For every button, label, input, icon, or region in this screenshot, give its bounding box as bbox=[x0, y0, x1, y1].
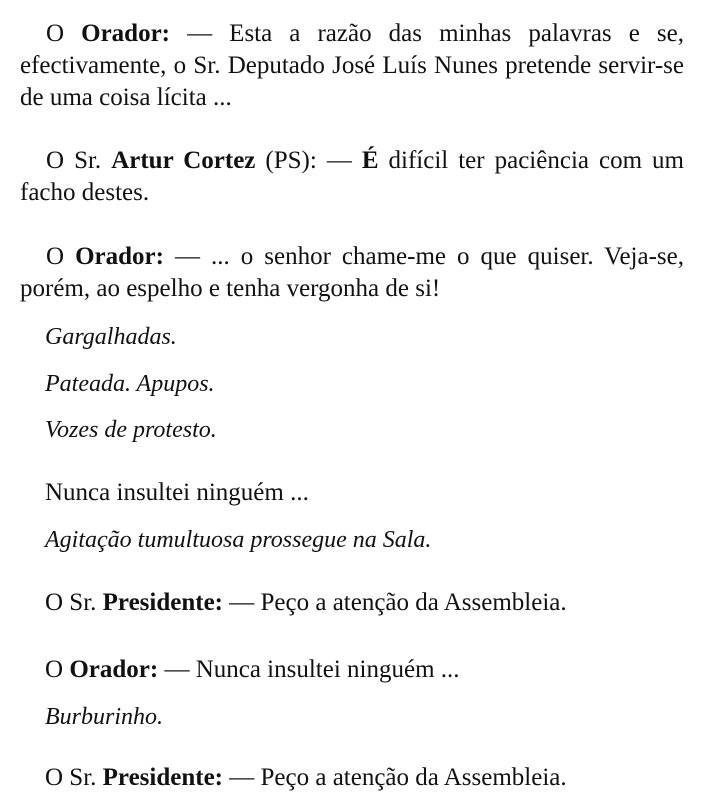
speech-text: — Peço a atenção da Assembleia. bbox=[223, 589, 567, 616]
speaker-prefix: O Sr. bbox=[45, 764, 103, 791]
speech-text: — Esta a razão das minhas palavras e se, efectivamente, o Sr. Deputado José Luís Nunes pretende servir-se de uma coisa lícita ... bbox=[20, 20, 684, 111]
speech-text: — Nunca insultei ninguém ... bbox=[158, 656, 460, 683]
speaker-prefix: O bbox=[46, 20, 82, 47]
speaker-party: (PS): — bbox=[255, 147, 362, 174]
speaker-prefix: O bbox=[46, 243, 76, 270]
speech-emphasis: É bbox=[361, 147, 379, 174]
speaker-prefix: O Sr. bbox=[46, 147, 112, 174]
speech-artur-cortez bbox=[20, 145, 684, 209]
stage-direction-laughter: Gargalhadas. bbox=[45, 324, 177, 350]
stage-direction-murmur: Burburinho. bbox=[45, 704, 164, 730]
speaker-name: Orador: bbox=[69, 656, 159, 683]
stage-direction-agitation: Agitação tumultuosa prossegue na Sala. bbox=[45, 527, 432, 553]
speech-orador-2 bbox=[20, 241, 684, 305]
speaker-name: Artur Cortez bbox=[111, 147, 256, 174]
speech-never-insulted: Nunca insultei ninguém ... bbox=[45, 479, 309, 506]
stage-direction-protest: Vozes de protesto. bbox=[45, 417, 217, 443]
stage-direction-stamping: Pateada. Apupos. bbox=[45, 371, 215, 397]
speaker-name: Presidente: bbox=[102, 764, 223, 791]
speech-text: — ... o senhor chame-me o que quiser. Veja-se, porém, ao espelho e tenha vergonha de si! bbox=[20, 243, 685, 302]
speech-text: — Peço a atenção da Assembleia. bbox=[223, 764, 567, 791]
speech-orador-3 bbox=[45, 654, 460, 686]
speaker-prefix: O bbox=[45, 656, 70, 683]
speaker-name: Orador: bbox=[75, 243, 164, 270]
speech-president-2 bbox=[45, 762, 567, 794]
speaker-name: Presidente: bbox=[102, 589, 223, 616]
speech-president-1 bbox=[45, 587, 567, 619]
speaker-prefix: O Sr. bbox=[45, 589, 103, 616]
speech-text: difícil ter paciência com um facho destes. bbox=[20, 147, 684, 206]
speaker-name: Orador: bbox=[81, 20, 171, 47]
speech-orador-1 bbox=[20, 18, 684, 114]
